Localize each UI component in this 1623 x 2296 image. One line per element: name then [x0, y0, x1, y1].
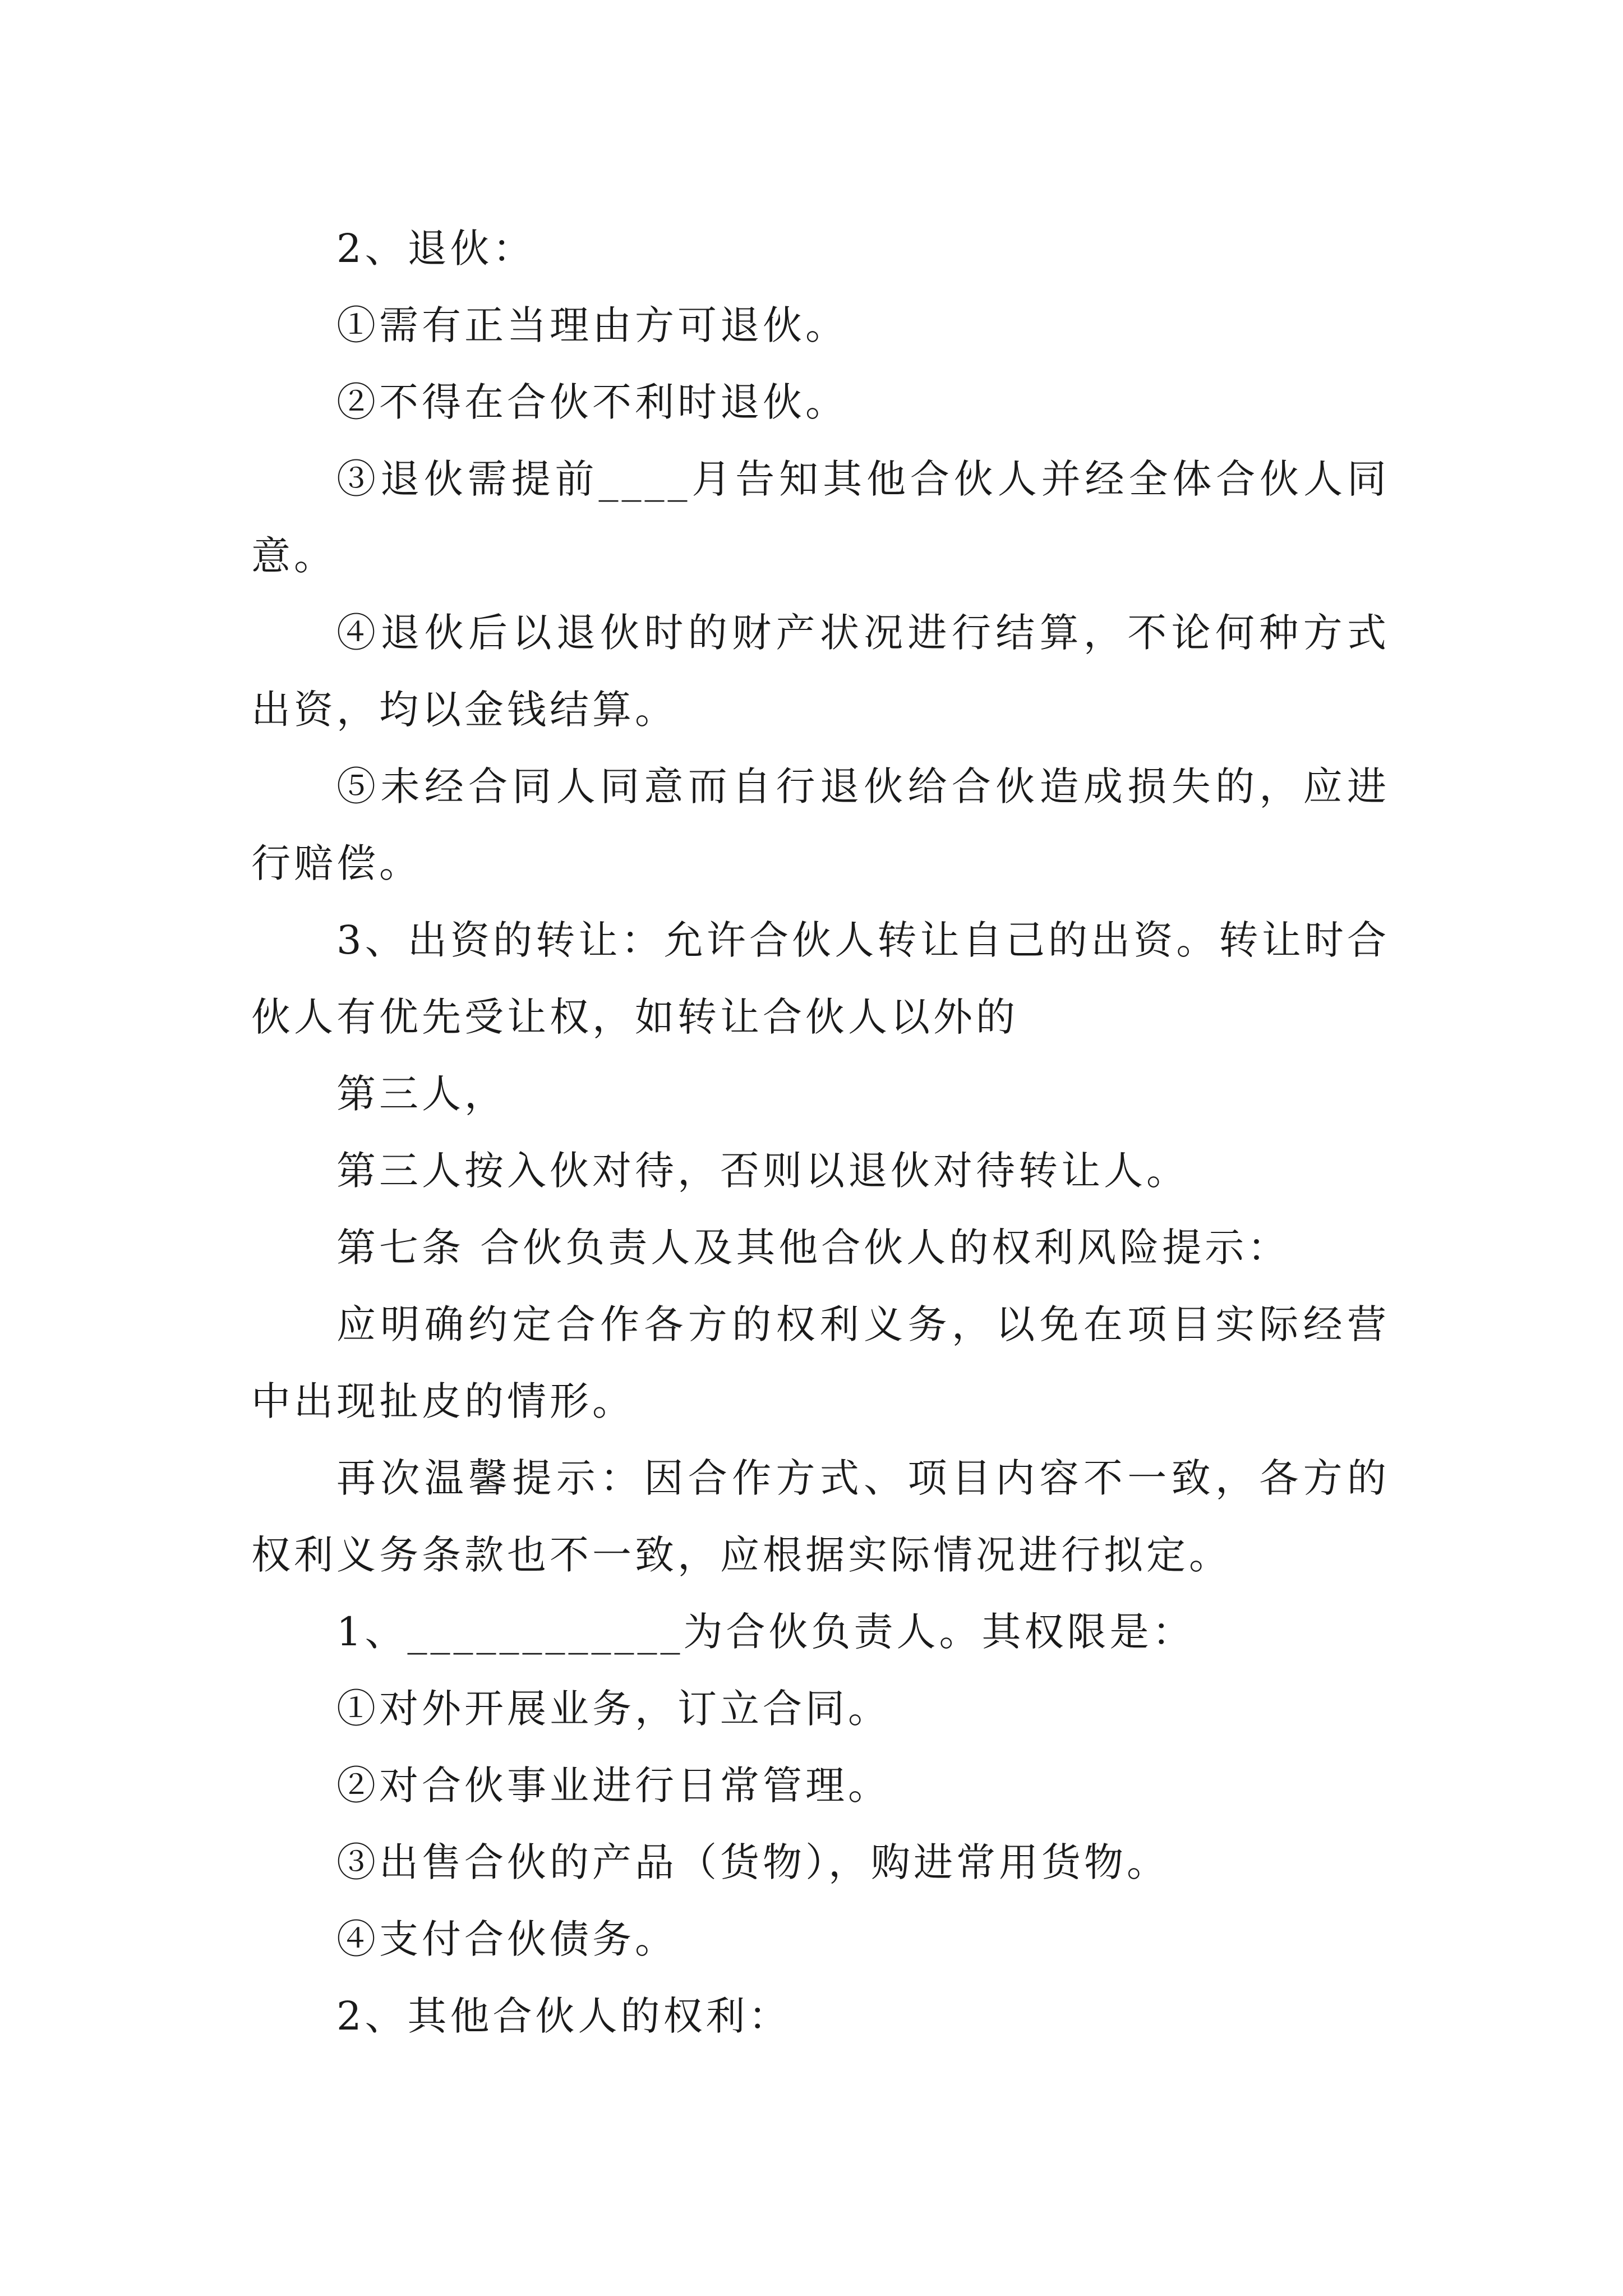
article-seven-heading: 第七条 合伙负责人及其他合伙人的权利风险提示： [336, 1225, 1290, 1271]
manager-power-4: ④支付合伙债务。 [336, 1916, 677, 1962]
capital-transfer-paragraph: 3、出资的转让：允许合伙人转让自己的出资。转让时合伙人有优先受让权，如转让合伙人以外的 [251, 917, 1390, 1040]
third-party-line-1: 第三人， [336, 1071, 507, 1117]
manager-power-2: ②对合伙事业进行日常管理。 [336, 1763, 891, 1809]
withdrawal-heading: 2、退伙： [336, 226, 536, 272]
withdrawal-item-5: ⑤未经合同人同意而自行退伙给合伙造成损失的，应进行赔偿。 [251, 763, 1390, 886]
withdrawal-item-2: ②不得在合伙不利时退伙。 [336, 379, 848, 425]
risk-note-paragraph: 应明确约定合作各方的权利义务，以免在项目实际经营中出现扯皮的情形。 [251, 1301, 1390, 1424]
withdrawal-item-3: ③退伙需提前____月告知其他合伙人并经全体合伙人同意。 [251, 456, 1390, 579]
other-partners-rights-heading: 2、其他合伙人的权利： [336, 1993, 791, 2039]
manager-power-3: ③出售合伙的产品（货物），购进常用货物。 [336, 1839, 1169, 1885]
manager-clause: 1、____________为合伙负责人。其权限是： [336, 1609, 1195, 1655]
document-body [251, 210, 1390, 2055]
manager-power-1: ①对外开展业务，订立合同。 [336, 1686, 891, 1732]
withdrawal-item-4: ④退伙后以退伙时的财产状况进行结算，不论何种方式出资，均以金钱结算。 [251, 610, 1390, 733]
reminder-note-paragraph: 再次温馨提示：因合作方式、项目内容不一致，各方的权利义务条款也不一致，应根据实际情况进行拟定。 [251, 1455, 1390, 1578]
third-party-line-2: 第三人按入伙对待，否则以退伙对待转让人。 [336, 1148, 1189, 1194]
withdrawal-item-1: ①需有正当理由方可退伙。 [336, 302, 848, 348]
